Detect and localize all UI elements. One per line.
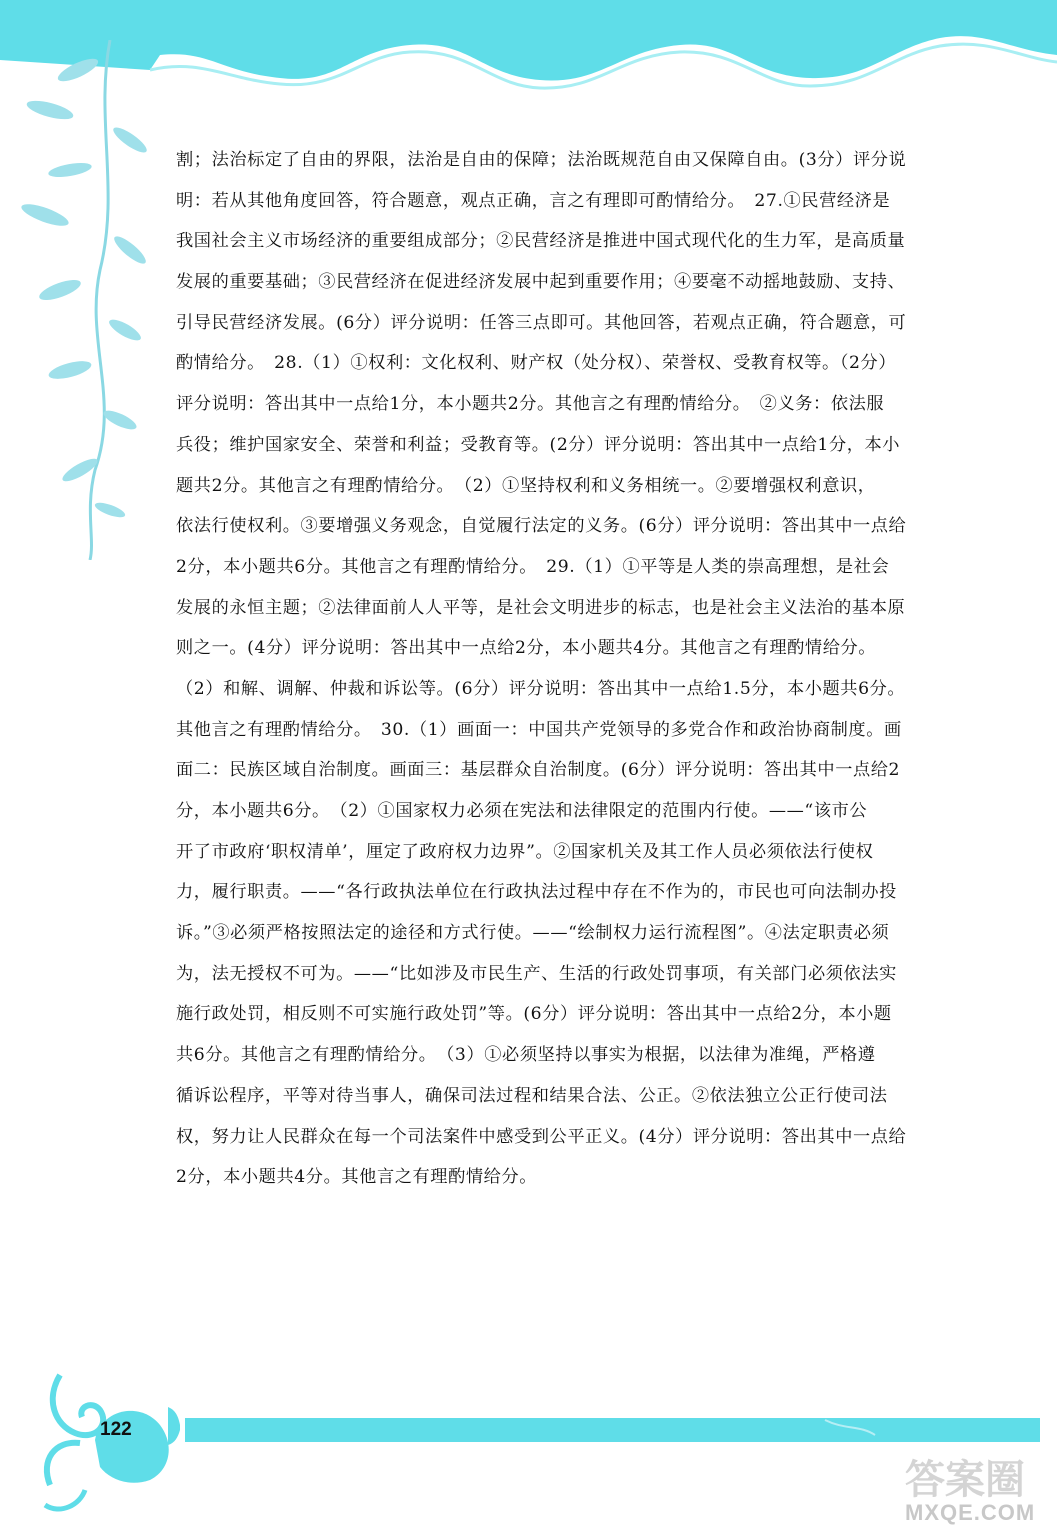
text-line: 割；法治标定了自由的界限，法治是自由的保障；法治既规范自由又保障自由。(3分）评分说 (176, 150, 907, 170)
text-line: 2分，本小题共4分。其他言之有理酌情给分。 (176, 1167, 538, 1188)
text-line: 诉。”③必须严格按照法定的途径和方式行使。——“绘制权力运行流程图”。④法定职责必须 (176, 923, 890, 944)
text-line: 其他言之有理酌情给分。 30.（1）画面一：中国共产党领导的多党合作和政治协商制度。画 (176, 719, 902, 740)
watermark-site: MXQE.COM (905, 1500, 1036, 1525)
text-line: （2）和解、调解、仲裁和诉讼等。(6分）评分说明：答出其中一点给1.5分，本小题共6分。 (176, 678, 906, 699)
text-line: 权，努力让人民群众在每一个司法案件中感受到公平正义。(4分）评分说明：答出其中一点给 (176, 1126, 907, 1147)
watermark-logo: 答案圈 (905, 1457, 1025, 1503)
text-line: 发展的永恒主题；②法律面前人人平等，是社会文明进步的标志，也是社会主义法治的基本原 (176, 597, 906, 618)
text-line: 面二：民族区域自治制度。画面三：基层群众自治制度。(6分）评分说明：答出其中一点给2 (176, 760, 901, 781)
answer-text-block (176, 140, 976, 1198)
text-line: 明：若从其他角度回答，符合题意，观点正确，言之有理即可酌情给分。 27.①民营经济是 (176, 190, 891, 211)
text-line: 分，本小题共6分。 （2）①国家权力必须在宪法和法律限定的范围内行使。——“该市公 (176, 801, 868, 821)
text-line: 我国社会主义市场经济的重要组成部分；②民营经济是推进中国式现代化的生力军，是高质量 (176, 231, 906, 252)
vine-decoration (0, 40, 170, 560)
text-line: 依法行使权利。③要增强义务观念，自觉履行法定的义务。(6分）评分说明：答出其中一点给 (176, 516, 907, 537)
text-line: 题共2分。其他言之有理酌情给分。 （2）①坚持权利和义务相统一。②要增强权利意识， (176, 475, 876, 496)
text-line: 为，法无授权不可为。——“比如涉及市民生产、生活的行政处罚事项，有关部门必须依法实 (176, 963, 897, 984)
text-line: 发展的重要基础；③民营经济在促进经济发展中起到重要作用；④要毫不动摇地鼓励、支持、 (176, 272, 906, 293)
text-line: 开了市政府‘职权清单’，厘定了政府权力边界”。②国家机关及其工作人员必须依法行使权 (176, 841, 874, 862)
text-line: 评分说明：答出其中一点给1分，本小题共2分。其他言之有理酌情给分。 ②义务：依法服 (176, 394, 885, 415)
text-line: 2分，本小题共6分。其他言之有理酌情给分。 29.（1）①平等是人类的崇高理想，是社会 (176, 556, 890, 577)
text-line: 共6分。其他言之有理酌情给分。 （3）①必须坚持以事实为根据，以法律为准绳，严格遵 (176, 1045, 876, 1066)
text-line: 力，履行职责。——“各行政执法单位在行政执法过程中存在不作为的，市民也可向法制办投 (176, 882, 897, 903)
text-line: 酌情给分。 28.（1）①权利：文化权利、财产权（处分权）、荣誉权、受教育权等。（2分） (176, 353, 897, 374)
page-number: 122 (100, 1419, 132, 1440)
footer-decoration (0, 1355, 1057, 1536)
text-line: 引导民营经济发展。(6分）评分说明：任答三点即可。其他回答，若观点正确，符合题意，可 (176, 312, 907, 333)
text-line: 循诉讼程序，平等对待当事人，确保司法过程和结果合法、公正。②依法独立公正行使司法 (176, 1085, 888, 1106)
text-line: 兵役；维护国家安全、荣誉和利益；受教育等。(2分）评分说明：答出其中一点给1分，本小 (176, 434, 901, 455)
text-line: 施行政处罚，相反则不可实施行政处罚”等。(6分）评分说明：答出其中一点给2分，本小题 (176, 1004, 892, 1025)
text-line: 则之一。(4分）评分说明：答出其中一点给2分，本小题共4分。其他言之有理酌情给分。 (176, 638, 877, 659)
